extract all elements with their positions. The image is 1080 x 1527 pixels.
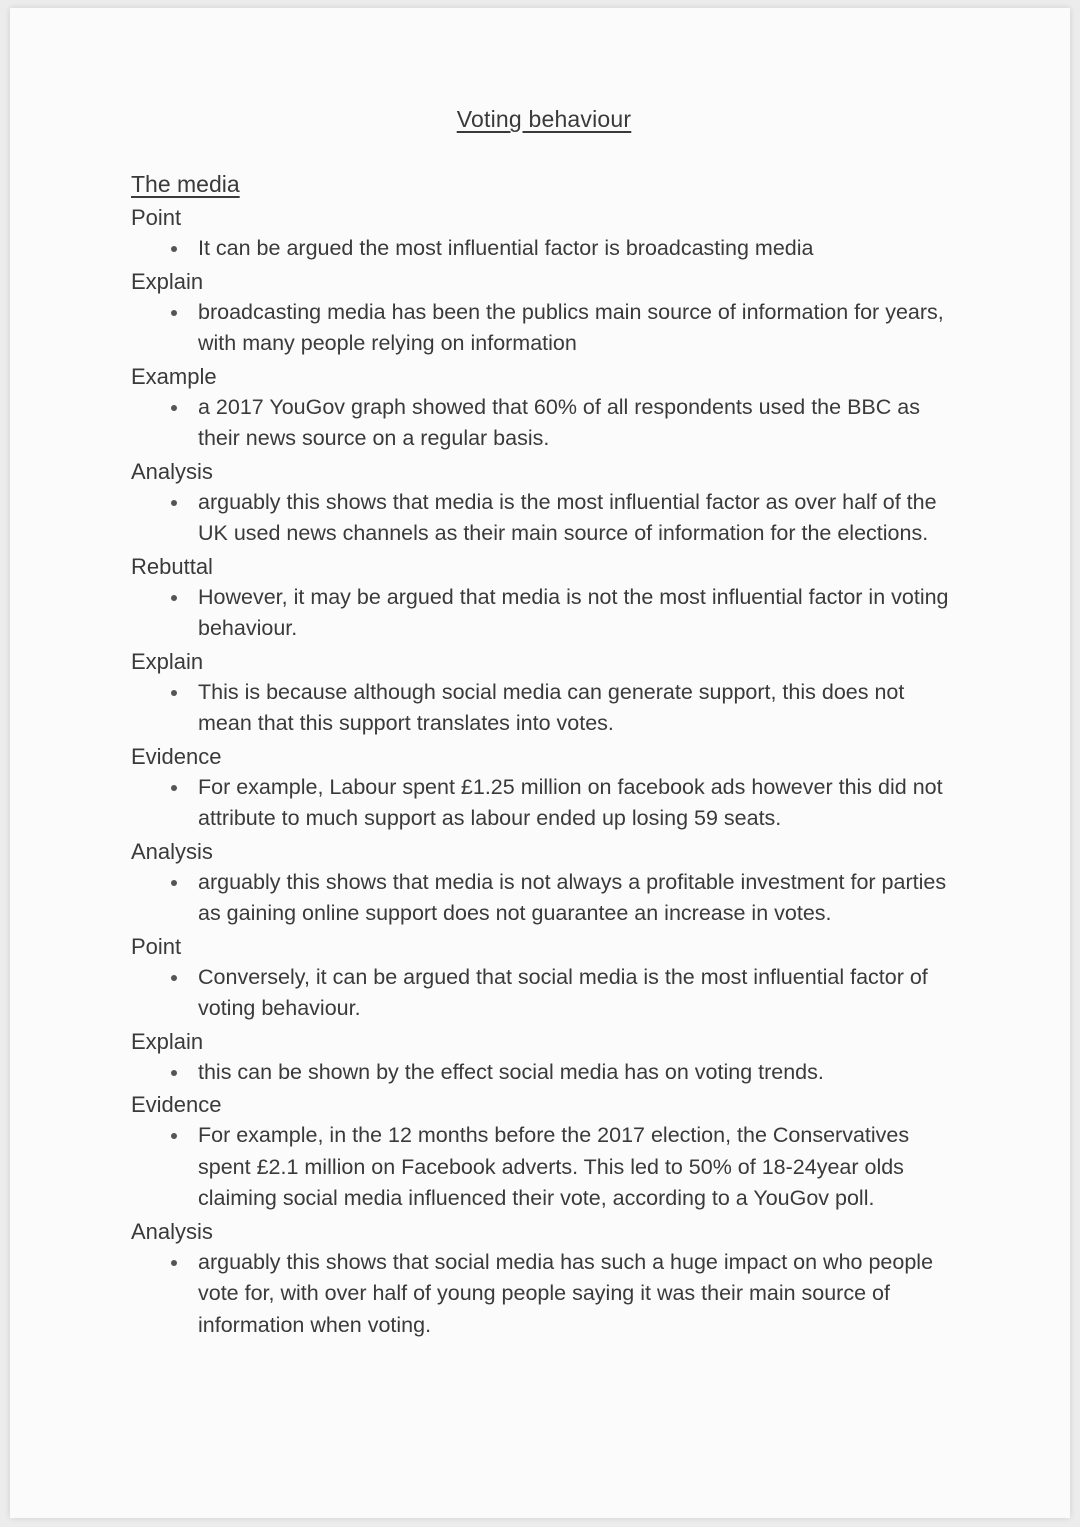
block-bullet: arguably this shows that social media has such a huge impact on who people vote for, with over half of young people saying it was their main source of information when voting.: [131, 1247, 951, 1342]
block-bullet: However, it may be argued that media is not the most influential factor in voting behaviour.: [131, 582, 951, 645]
block-label: Explain: [131, 648, 204, 674]
block-bullet: For example, Labour spent £1.25 million on facebook ads however this did not attribute to much support as labour ended up losing 59 seats.: [131, 772, 951, 835]
block-bullet: broadcasting media has been the publics main source of information for years, with many people relying on information: [131, 297, 951, 360]
block-bullet: Conversely, it can be argued that social media is the most influential factor of voting behaviour.: [131, 962, 951, 1025]
block-evidence-1: [131, 741, 951, 835]
block-bullet: This is because although social media can generate support, this does not mean that this support translates into votes.: [131, 677, 951, 740]
block-label: Analysis: [131, 838, 213, 864]
document-body: [131, 168, 951, 1342]
block-explain-3: [131, 1026, 951, 1089]
block-bullet: arguably this shows that media is the most influential factor as over half of the UK used news channels as their main source of information for the elections.: [131, 487, 951, 550]
block-bullet: arguably this shows that media is not always a profitable investment for parties as gaining online support does not guarantee an increase in votes.: [131, 867, 951, 930]
block-label: Evidence: [131, 1092, 222, 1117]
block-explain-1: [131, 266, 951, 360]
block-bullet: It can be argued the most influential factor is broadcasting media: [131, 233, 951, 265]
block-label: Explain: [131, 1028, 204, 1054]
document-title: Voting behaviour: [456, 106, 632, 132]
block-label: Example: [131, 363, 217, 389]
block-analysis-3: [131, 1216, 951, 1342]
document-page: [10, 8, 1070, 1518]
block-label: Point: [131, 205, 182, 230]
block-label: Analysis: [131, 458, 213, 484]
block-label: Point: [131, 933, 182, 959]
block-example-1: [131, 361, 951, 455]
block-rebuttal: [131, 551, 951, 645]
block-explain-2: [131, 646, 951, 740]
block-point-2: [131, 931, 951, 1025]
section-title: The media: [131, 171, 240, 197]
block-label: Rebuttal: [131, 553, 213, 579]
block-bullet: a 2017 YouGov graph showed that 60% of all respondents used the BBC as their news source on a regular basis.: [131, 392, 951, 455]
block-analysis-2: [131, 836, 951, 930]
block-bullet: For example, in the 12 months before the 2017 election, the Conservatives spent £2.1 million on Facebook adverts. This led to 50% of 18-24year olds claiming social media influenced their vote, according to a YouGov poll.: [131, 1120, 951, 1215]
block-label: Evidence: [131, 743, 222, 769]
block-label: Analysis: [131, 1218, 213, 1244]
block-point-1: [131, 202, 951, 265]
block-label: Explain: [131, 268, 204, 294]
block-analysis-1: [131, 456, 951, 550]
block-bullet: this can be shown by the effect social media has on voting trends.: [131, 1057, 951, 1089]
block-evidence-2: [131, 1089, 951, 1215]
